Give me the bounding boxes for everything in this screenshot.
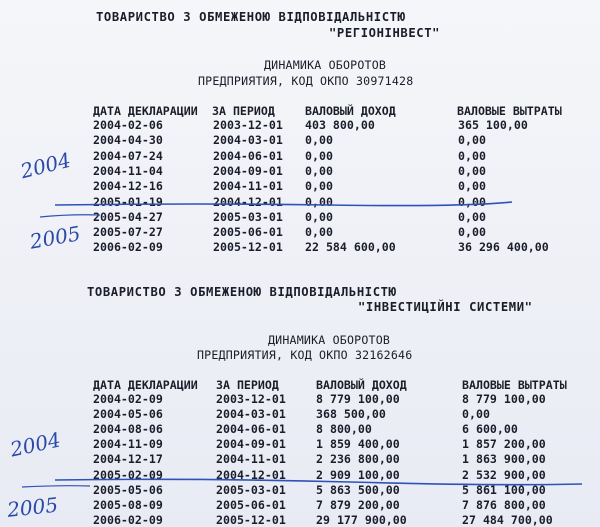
cell-expense: 6 600,00	[462, 422, 518, 437]
header-date: ДАТА ДЕКЛАРАЦИИ	[93, 378, 198, 392]
cell-date: 2004-02-09	[93, 392, 163, 406]
cell-income: 29 177 900,00	[316, 512, 407, 527]
cell-date: 2005-04-27	[93, 209, 163, 224]
cell-period: 2003-12-01	[216, 392, 286, 406]
cell-period: 2004-11-01	[213, 179, 283, 194]
cell-income: 0,00	[305, 209, 333, 224]
handwritten-note-2005-a: 2005	[28, 221, 83, 254]
cell-period: 2005-12-01	[213, 240, 283, 255]
cell-expense: 5 861 100,00	[462, 482, 546, 497]
cell-period: 2004-12-01	[216, 467, 286, 482]
cell-date: 2005-07-27	[93, 225, 163, 240]
cell-date: 2004-05-06	[93, 407, 163, 422]
cell-period: 2004-12-01	[213, 194, 283, 209]
header-income: ВАЛОВЫЙ ДОХОД	[305, 104, 396, 118]
cell-expense: 0,00	[458, 194, 486, 209]
cell-period: 2004-06-01	[213, 148, 283, 163]
handwritten-note-2004-b: 2004	[8, 427, 63, 462]
company1-subtitle-line1: ДИНАМИКА ОБОРОТОВ	[264, 58, 387, 72]
pen-divider-line-2	[55, 479, 582, 484]
cell-date: 2005-01-19	[93, 194, 163, 209]
company1-subtitle-line2: ПРЕДПРИЯТИЯ, КОД ОКПО 30971428	[198, 74, 414, 88]
cell-income: 2 909 100,00	[316, 467, 400, 482]
cell-income: 0,00	[305, 163, 333, 178]
header-expense: ВАЛОВЫЕ ВЫТРАТЫ	[462, 378, 567, 392]
company2-subtitle-line1: ДИНАМИКА ОБОРОТОВ	[268, 333, 391, 347]
cell-income: 0,00	[305, 133, 333, 148]
cell-income: 5 863 500,00	[316, 482, 400, 497]
cell-date: 2004-12-16	[93, 179, 163, 194]
cell-expense: 2 532 900,00	[462, 467, 546, 482]
cell-date: 2004-11-09	[93, 437, 163, 452]
cell-expense: 27 484 700,00	[462, 512, 553, 527]
cell-expense: 0,00	[458, 225, 486, 240]
cell-date: 2006-02-09	[93, 512, 163, 527]
cell-expense: 36 296 400,00	[458, 240, 549, 255]
cell-date: 2004-11-04	[93, 163, 163, 178]
cell-expense: 0,00	[458, 209, 486, 224]
header-expense: ВАЛОВЫЕ ВЫТРАТЫ	[457, 104, 562, 118]
cell-income: 0,00	[305, 179, 333, 194]
cell-date: 2004-08-06	[93, 422, 163, 437]
cell-expense: 8 779 100,00	[462, 392, 546, 406]
cell-income: 403 800,00	[305, 118, 375, 132]
cell-income: 8 800,00	[316, 422, 372, 437]
pen-stroke-1	[40, 215, 100, 217]
cell-expense: 0,00	[458, 179, 486, 194]
cell-income: 368 500,00	[316, 407, 386, 422]
handwritten-note-2005-b: 2005	[6, 492, 60, 522]
company2-title-line2: "ІНВЕСТИЦІЙНІ СИСТЕМИ"	[358, 300, 533, 314]
cell-expense: 7 876 800,00	[462, 497, 546, 512]
cell-expense: 1 857 200,00	[462, 437, 546, 452]
cell-period: 2004-09-01	[216, 437, 286, 452]
cell-date: 2004-07-24	[93, 148, 163, 163]
cell-date: 2005-08-09	[93, 497, 163, 512]
cell-period: 2005-12-01	[216, 512, 286, 527]
cell-period: 2005-03-01	[216, 482, 286, 497]
cell-expense: 0,00	[462, 407, 490, 422]
cell-expense: 0,00	[458, 133, 486, 148]
cell-income: 8 779 100,00	[316, 392, 400, 406]
cell-period: 2005-06-01	[216, 497, 286, 512]
cell-income: 0,00	[305, 148, 333, 163]
company1-title-line2: "РЕГІОНІНВЕСТ"	[329, 26, 441, 40]
cell-period: 2004-03-01	[213, 133, 283, 148]
cell-income: 1 859 400,00	[316, 437, 400, 452]
cell-date: 2004-02-06	[93, 118, 163, 132]
company2-title-line1: ТОВАРИСТВО З ОБМЕЖЕНОЮ ВІДПОВІДАЛЬНІСТЮ	[87, 285, 397, 299]
cell-income: 22 584 600,00	[305, 240, 396, 255]
cell-period: 2005-06-01	[213, 225, 283, 240]
cell-period: 2004-09-01	[213, 163, 283, 178]
cell-date: 2004-04-30	[93, 133, 163, 148]
cell-date: 2005-02-09	[93, 467, 163, 482]
cell-expense: 0,00	[458, 163, 486, 178]
pen-divider-line-1	[55, 202, 512, 206]
cell-income: 7 879 200,00	[316, 497, 400, 512]
company2-subtitle-line2: ПРЕДПРИЯТИЯ, КОД ОКПО 32162646	[197, 348, 413, 362]
handwritten-note-2004-a: 2004	[18, 147, 74, 184]
pen-stroke-2	[22, 486, 90, 487]
cell-date: 2005-05-06	[93, 482, 163, 497]
cell-date: 2006-02-09	[93, 240, 163, 255]
cell-income: 2 236 800,00	[316, 452, 400, 467]
cell-period: 2004-11-01	[216, 452, 286, 467]
cell-period: 2004-06-01	[216, 422, 286, 437]
header-period: ЗА ПЕРИОД	[212, 104, 275, 118]
header-income: ВАЛОВЫЙ ДОХОД	[316, 378, 407, 392]
cell-income: 0,00	[305, 225, 333, 240]
header-period: ЗА ПЕРИОД	[216, 378, 279, 392]
header-date: ДАТА ДЕКЛАРАЦИИ	[93, 104, 198, 118]
cell-income: 0,00	[305, 194, 333, 209]
cell-period: 2004-03-01	[216, 407, 286, 422]
cell-expense: 1 863 900,00	[462, 452, 546, 467]
cell-date: 2004-12-17	[93, 452, 163, 467]
cell-expense: 0,00	[458, 148, 486, 163]
cell-period: 2003-12-01	[213, 118, 283, 132]
cell-expense: 365 100,00	[458, 118, 528, 132]
company1-title-line1: ТОВАРИСТВО З ОБМЕЖЕНОЮ ВІДПОВІДАЛЬНІСТЮ	[96, 10, 406, 24]
cell-period: 2005-03-01	[213, 209, 283, 224]
